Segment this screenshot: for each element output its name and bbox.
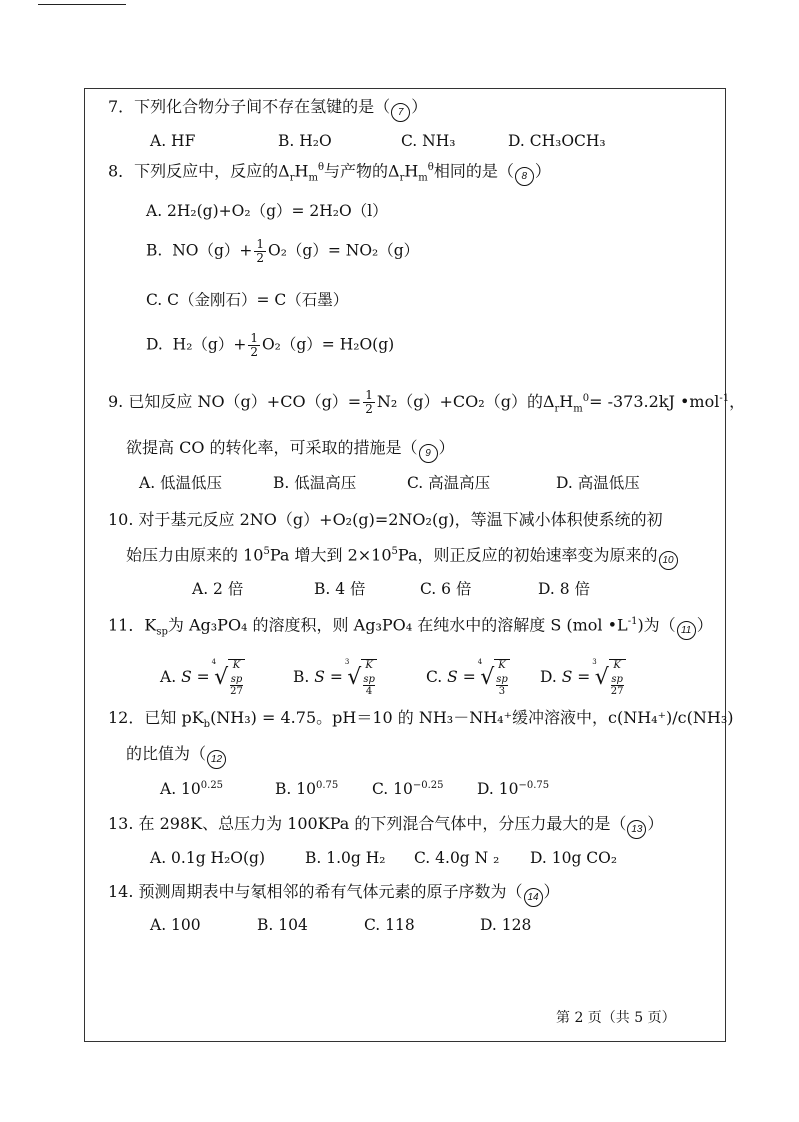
- q12-option-c: C. $10^{-0.25}$: [372, 780, 444, 799]
- q10-option-b: B. 4 倍: [314, 580, 366, 598]
- q11-option-a: A. S = 4 √ K $_{sp}$ 27: [160, 658, 243, 697]
- question-13: 13. 在 298K、总压力为 100KPa 的下列混合气体中，分压力最大的是（ 13 ）: [108, 816, 663, 839]
- answer-mark-12: 12: [207, 750, 226, 769]
- q8-option-c: C. C（金刚石）= C（石墨）: [146, 291, 349, 309]
- q7-option-b: B. H₂O: [278, 132, 332, 150]
- q10-option-c: C. 6 倍: [420, 580, 472, 598]
- question-11: 11．$K_{sp}$为 Ag₃PO₄ 的溶度积，则 Ag₃PO₄ 在纯水中的溶解度 S (mol $•L^{-1}$)为（ 11 ）: [108, 617, 713, 640]
- question-10: 10. 对于基元反应 2NO（g）+O₂(g)=2NO₂(g)，等温下减小体积使系统的初: [108, 510, 663, 529]
- answer-mark-13: 13: [627, 820, 646, 839]
- q11-option-d: D. S = 3 √ K $_{sp}$ 27: [540, 658, 624, 697]
- answer-mark-7: 7: [391, 103, 410, 122]
- question-9: 9. 已知反应 NO（g）+CO（g）= $\frac{1}{2}$ N₂（g）+CO₂（g）的$\Delta_rH_m^0= -373.2kJ$ •mol$^{-1}$，: [108, 388, 746, 417]
- q8-option-a: A. 2H₂(g)+O₂（g）= 2H₂O（l）: [146, 202, 388, 220]
- q10-option-d: D. 8 倍: [538, 580, 591, 598]
- q7-option-d: D. CH₃OCH₃: [508, 132, 606, 150]
- cube-root-ksp-27: 3 √ K $_{sp}$ 27: [592, 658, 624, 697]
- q9-option-c: C. 高温高压: [407, 474, 491, 492]
- question-12-line2: 的比值为（ 12: [126, 746, 227, 769]
- q13-option-c: C. 4.0g N ₂: [414, 849, 500, 867]
- page-number: 第 2 页（共 5 页）: [556, 1010, 676, 1026]
- question-12: 12．已知 $pK_b(NH_3) = 4.75$。pH＝10 的 NH₃－NH₄⁺缓冲溶液中，c(NH₄⁺)/c(NH₃): [108, 708, 734, 731]
- fourth-root-ksp-27: 4 √ K $_{sp}$ 27: [211, 658, 243, 697]
- fraction-half: $\frac{1}{2}$: [256, 237, 265, 266]
- answer-mark-14: 14: [524, 888, 543, 907]
- q7-option-a: A. HF: [150, 132, 196, 150]
- q13-option-d: D. 10g CO₂: [530, 849, 618, 867]
- q14-option-a: A. 100: [150, 916, 201, 934]
- q14-option-b: B. 104: [257, 916, 308, 934]
- q12-option-b: B. $10^{0.75}$: [275, 780, 339, 799]
- answer-mark-9: 9: [419, 444, 438, 463]
- q12-option-a: A. $10^{0.25}$: [160, 780, 224, 799]
- top-rule: [38, 4, 126, 5]
- answer-mark-10: 10: [659, 551, 678, 570]
- question-9-line2: 欲提高 CO 的转化率，可采取的措施是（ 9 ）: [126, 440, 455, 463]
- question-7: 7．下列化合物分子间不存在氢键的是（ 7 ）: [108, 99, 427, 122]
- question-14: 14. 预测周期表中与氡相邻的希有气体元素的原子序数为（ 14 ）: [108, 884, 560, 907]
- q9-option-a: A. 低温低压: [139, 474, 223, 492]
- cube-root-ksp-4: 3 √ K $_{sp}$ 4: [344, 658, 375, 697]
- q14-option-d: D. 128: [480, 916, 532, 934]
- q13-option-a: A. 0.1g H₂O(g): [150, 849, 266, 867]
- q11-option-b: B. S = 3 √ K $_{sp}$ 4: [293, 658, 375, 697]
- q8-option-d: D. H₂（g）+ $\frac{1}{2}$ O₂（g）= H₂O(g): [146, 331, 395, 360]
- fourth-root-ksp-3: 4 √ K $_{sp}$ 3: [477, 658, 508, 697]
- q13-option-b: B. 1.0g H₂: [305, 849, 386, 867]
- q11-option-c: C. S = 4 √ K $_{sp}$ 3: [426, 658, 508, 697]
- fraction-half: $\frac{1}{2}$: [365, 388, 373, 417]
- q7-option-c: C. NH₃: [401, 132, 456, 150]
- q12-option-d: D. $10^{-0.75}$: [477, 780, 550, 799]
- q10-option-a: A. 2 倍: [192, 580, 244, 598]
- q8-option-b: B. NO（g）+ $\frac{1}{2}$ O₂（g）= NO₂（g）: [146, 237, 420, 266]
- q14-option-c: C. 118: [364, 916, 415, 934]
- q9-option-d: D. 高温低压: [556, 474, 640, 492]
- question-10-line2: 始压力由原来的 $10^5Pa$ 增大到 $2\times 10^5Pa$，则正反应的初始速率变为原来的 10: [126, 547, 679, 570]
- fraction-half: $\frac{1}{2}$: [250, 331, 258, 360]
- question-8: 8．下列反应中，反应的$\Delta_rH_m^\theta$与产物的$\Delta_rH_m^\theta$相同的是（ 8 ）: [108, 163, 551, 186]
- q9-option-b: B. 低温高压: [273, 474, 357, 492]
- answer-mark-11: 11: [677, 621, 696, 640]
- answer-mark-8: 8: [515, 167, 534, 186]
